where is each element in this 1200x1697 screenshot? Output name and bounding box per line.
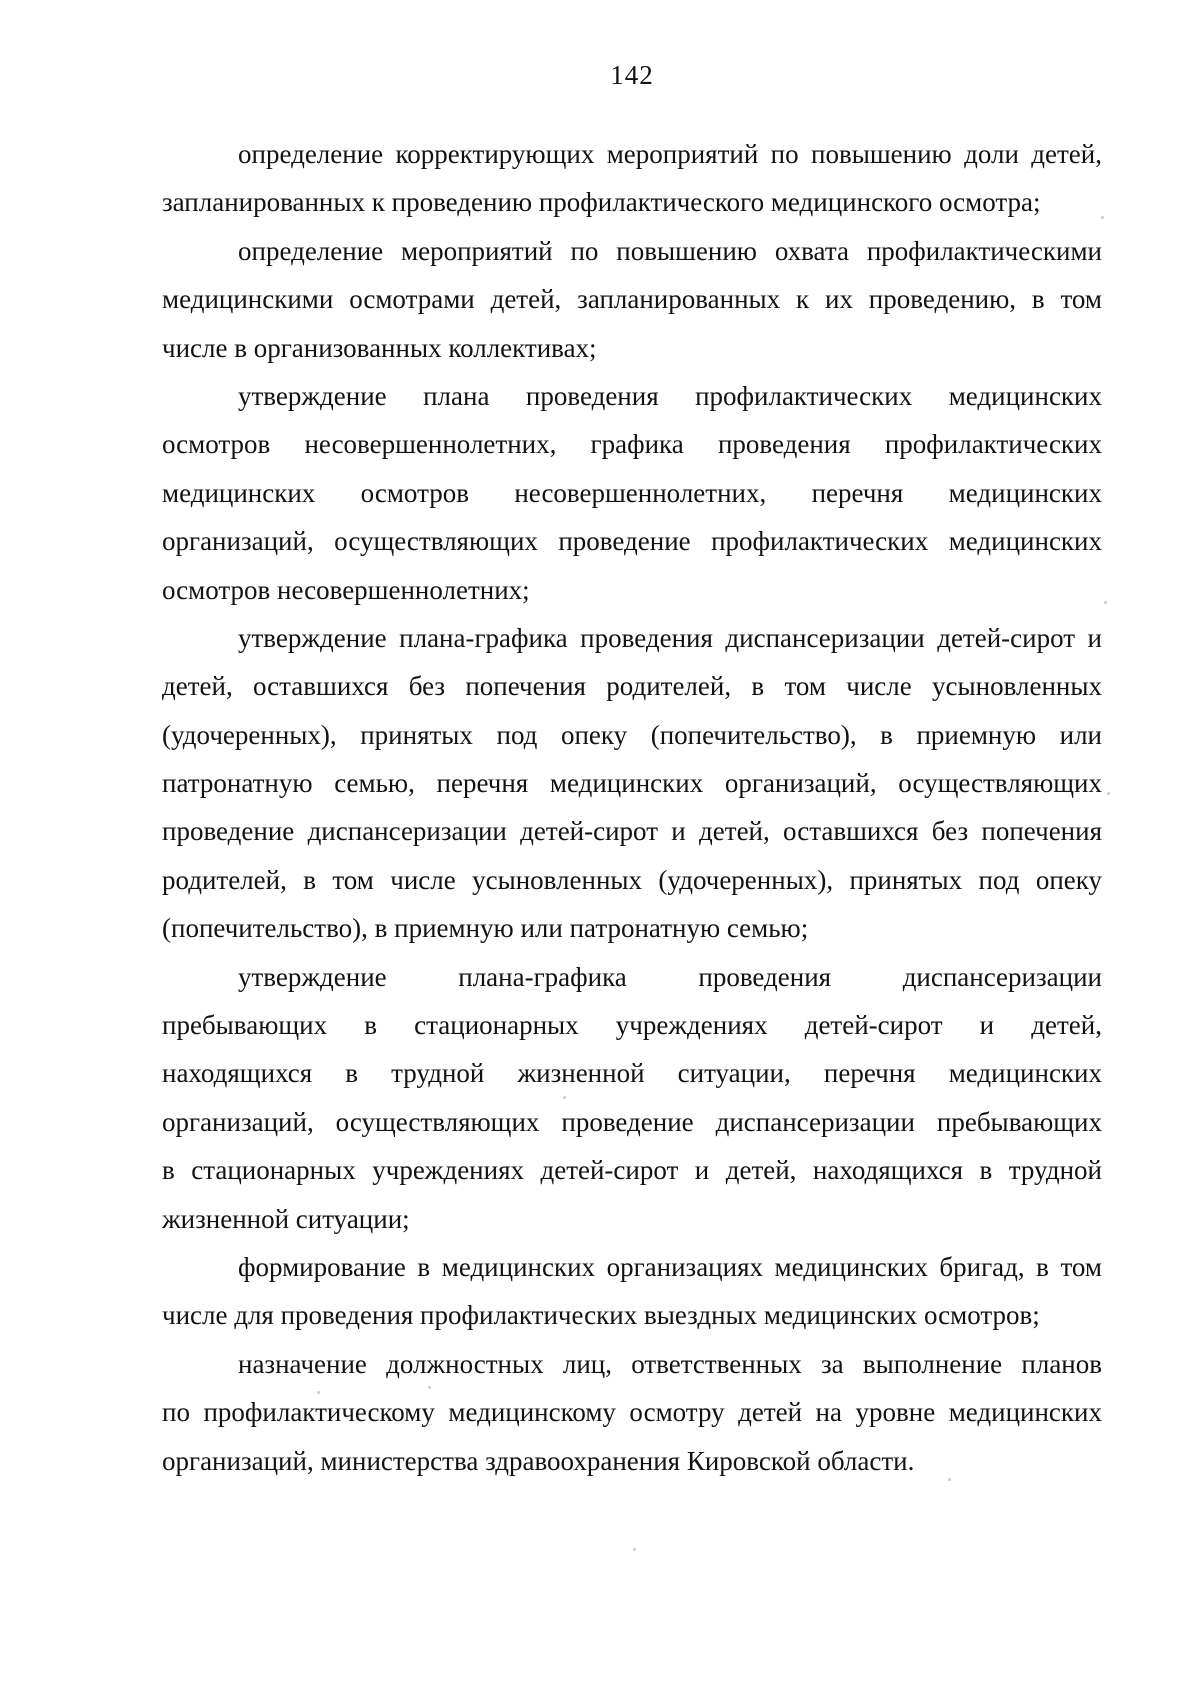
- paragraph: [162, 1340, 1102, 1485]
- text-line: организаций, осуществляющих проведение диспансеризации пребывающих: [162, 1106, 1102, 1137]
- text-line: утверждение плана-графика проведения диспансеризации детей-сирот и: [238, 622, 1102, 653]
- text-line: запланированных к проведению профилактического медицинского осмотра;: [162, 187, 1041, 218]
- text-line: осмотров несовершеннолетних, графика проведения профилактических: [162, 429, 1102, 460]
- text-line: медицинскими осмотрами детей, запланированных к их проведению, в том: [162, 284, 1102, 315]
- text-line: (попечительство), в приемную или патронатную семью;: [162, 913, 809, 944]
- document-body: [162, 130, 1102, 1485]
- text-line: осмотров несовершеннолетних;: [162, 574, 530, 605]
- page-number: 142: [610, 60, 654, 90]
- text-line: числе для проведения профилактических выездных медицинских осмотров;: [162, 1300, 1040, 1331]
- paragraph: [162, 614, 1102, 953]
- text-line: патронатную семью, перечня медицинских организаций, осуществляющих: [162, 768, 1102, 799]
- text-line: жизненной ситуации;: [162, 1203, 410, 1234]
- text-line: определение мероприятий по повышению охвата профилактическими: [238, 235, 1102, 266]
- text-line: проведение диспансеризации детей-сирот и детей, оставшихся без попечения: [162, 816, 1102, 847]
- scan-speck: [1107, 792, 1110, 795]
- text-line: организаций, осуществляющих проведение профилактических медицинских: [162, 526, 1102, 557]
- scan-speck: [1104, 601, 1107, 604]
- text-line: в стационарных учреждениях детей-сирот и детей, находящихся в трудной: [162, 1155, 1102, 1186]
- text-line: детей, оставшихся без попечения родителей, в том числе усыновленных: [162, 671, 1102, 702]
- text-line: числе в организованных коллективах;: [162, 332, 597, 363]
- text-line: назначение должностных лиц, ответственных за выполнение планов: [238, 1348, 1102, 1379]
- paragraph: [162, 130, 1102, 227]
- text-line: формирование в медицинских организациях медицинских бригад, в том: [238, 1251, 1102, 1282]
- text-line: утверждение плана-графика проведения диспансеризации: [238, 961, 1102, 992]
- text-line: пребывающих в стационарных учреждениях детей-сирот и детей,: [162, 1010, 1102, 1041]
- paragraph: [162, 1243, 1102, 1340]
- text-line: медицинских осмотров несовершеннолетних, перечня медицинских: [162, 477, 1102, 508]
- scan-speck: [633, 1548, 636, 1551]
- scan-speck: [1101, 216, 1104, 219]
- text-line: определение корректирующих мероприятий по повышению доли детей,: [238, 139, 1102, 169]
- paragraph: [162, 227, 1102, 372]
- text-line: организаций, министерства здравоохранения Кировской области.: [162, 1445, 915, 1476]
- text-line: по профилактическому медицинскому осмотру детей на уровне медицинских: [162, 1397, 1102, 1428]
- scan-speck: [317, 1391, 320, 1394]
- scan-speck: [563, 1096, 566, 1099]
- scan-speck: [428, 1386, 431, 1389]
- text-line: находящихся в трудной жизненной ситуации, перечня медицинских: [162, 1058, 1102, 1089]
- text-line: утверждение плана проведения профилактических медицинских: [238, 380, 1102, 411]
- text-line: родителей, в том числе усыновленных (удочеренных), принятых под опеку: [162, 864, 1102, 895]
- paragraph: [162, 953, 1102, 1243]
- paragraph: [162, 372, 1102, 614]
- text-line: (удочеренных), принятых под опеку (попечительство), в приемную или: [162, 719, 1102, 750]
- scan-speck: [948, 1478, 951, 1481]
